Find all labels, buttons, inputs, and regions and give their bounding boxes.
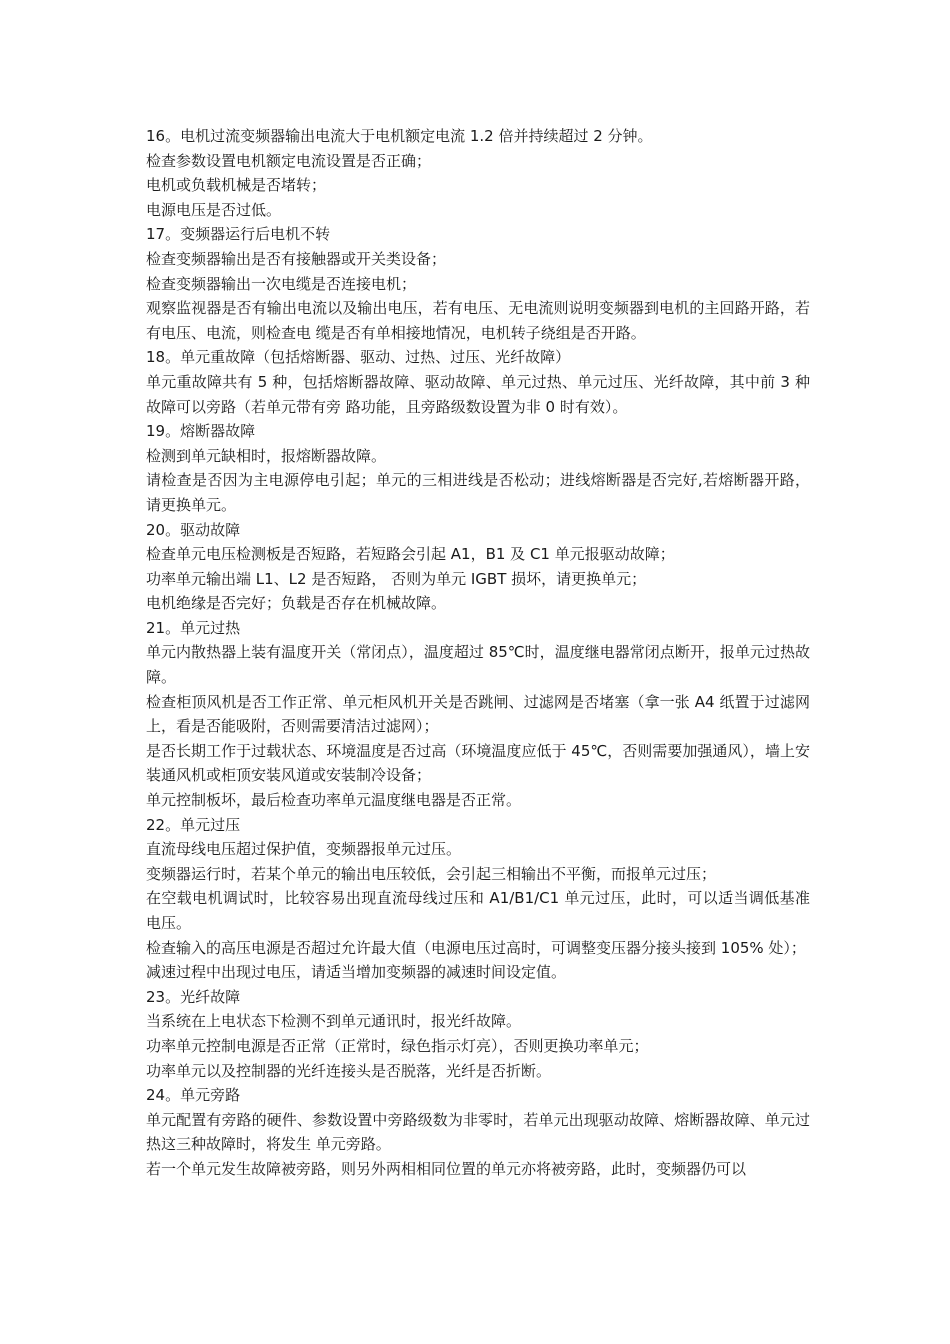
text-line: 变频器运行时，若某个单元的输出电压较低，会引起三相输出不平衡，而报单元过压； bbox=[146, 864, 717, 883]
section-heading: 18。单元重故障（包括熔断器、驱动、过热、过压、光纤故障） bbox=[146, 348, 571, 367]
text-line: 电机绝缘是否完好；负载是否存在机械故障。 bbox=[146, 594, 447, 613]
text-line: 检查柜顶风机是否工作正常、单元柜风机开关是否跳闸、过滤网是否堵塞（拿一张 A4 纸置于过滤网上，看是否能吸附，否则需要清洁过滤网）； bbox=[146, 692, 810, 736]
text-line: 单元配置有旁路的硬件、参数设置中旁路级数为非零时，若单元出现驱动故障、熔断器故障、单元过热这三种故障时，将发生 单元旁路。 bbox=[146, 1110, 810, 1154]
text-line: 直流母线电压超过保护值，变频器报单元过压。 bbox=[146, 840, 462, 859]
text-line: 检测到单元缺相时，报熔断器故障。 bbox=[146, 446, 387, 465]
text-line: 功率单元控制电源是否正常（正常时，绿色指示灯亮），否则更换功率单元； bbox=[146, 1036, 649, 1055]
text-line: 检查单元电压检测板是否短路，若短路会引起 A1，B1 及 C1 单元报驱动故障； bbox=[146, 545, 675, 564]
document-body bbox=[146, 124, 810, 1182]
text-line: 检查变频器输出一次电缆是否连接电机； bbox=[146, 274, 417, 293]
text-line: 电源电压是否过低。 bbox=[146, 200, 282, 219]
text-line: 16。电机过流变频器输出电流大于电机额定电流 1.2 倍并持续超过 2 分钟。 bbox=[146, 127, 653, 145]
section-heading: 24。单元旁路 bbox=[146, 1086, 241, 1105]
text-line: 是否长期工作于过载状态、环境温度是否过高（环境温度应低于 45℃，否则需要加强通风），墙上安装通风机或柜顶安装风道或安装制冷设备； bbox=[146, 741, 810, 785]
text-line: 请检查是否因为主电源停电引起；单元的三相进线是否松动；进线熔断器是否完好,若熔断器开路，请更换单元。 bbox=[146, 471, 810, 514]
section-heading: 22。单元过压 bbox=[146, 815, 241, 834]
section-heading: 23。光纤故障 bbox=[146, 987, 241, 1006]
text-line: 单元控制板坏，最后检查功率单元温度继电器是否正常。 bbox=[146, 791, 522, 810]
text-line: 单元重故障共有 5 种，包括熔断器故障、驱动故障、单元过热、单元过压、光纤故障，其中前 3 种故障可以旁路（若单元带有旁 路功能，且旁路级数设置为非 0 时有效）。 bbox=[146, 372, 810, 416]
text-line: 观察监视器是否有输出电流以及输出电压，若有电压、无电流则说明变频器到电机的主回路开路，若有电压、电流，则检查电 缆是否有单相接地情况，电机转子绕组是否开路。 bbox=[146, 299, 810, 342]
text-line: 检查变频器输出是否有接触器或开关类设备； bbox=[146, 249, 447, 268]
text-line: 若一个单元发生故障被旁路，则另外两相相同位置的单元亦将被旁路，此时，变频器仍可以 bbox=[146, 1159, 747, 1178]
section-heading: 20。驱动故障 bbox=[146, 520, 241, 539]
text-line: 检查参数设置电机额定电流设置是否正确； bbox=[146, 151, 432, 170]
text-line: 单元内散热器上装有温度开关（常闭点），温度超过 85℃时，温度继电器常闭点断开，报单元过热故障。 bbox=[146, 643, 810, 687]
text-line: 功率单元输出端 L1、L2 是否短路， 否则为单元 IGBT 损坏，请更换单元； bbox=[146, 569, 647, 588]
text-line: 电机或负载机械是否堵转； bbox=[146, 176, 327, 195]
section-heading: 21。单元过热 bbox=[146, 618, 241, 637]
text-line: 当系统在上电状态下检测不到单元通讯时，报光纤故障。 bbox=[146, 1012, 522, 1031]
text-line: 功率单元以及控制器的光纤连接头是否脱落，光纤是否折断。 bbox=[146, 1061, 552, 1080]
text-line: 在空载电机调试时，比较容易出现直流母线过压和 A1/B1/C1 单元过压，此时，可以适当调低基准电压。 bbox=[146, 889, 810, 932]
section-heading: 19。熔断器故障 bbox=[146, 422, 256, 441]
text-line: 检查输入的高压电源是否超过允许最大值（电源电压过高时，可调整变压器分接头接到 105% 处）； bbox=[146, 938, 806, 957]
section-heading: 17。变频器运行后电机不转 bbox=[146, 225, 331, 244]
text-line: 减速过程中出现过电压，请适当增加变频器的减速时间设定值。 bbox=[146, 963, 567, 982]
